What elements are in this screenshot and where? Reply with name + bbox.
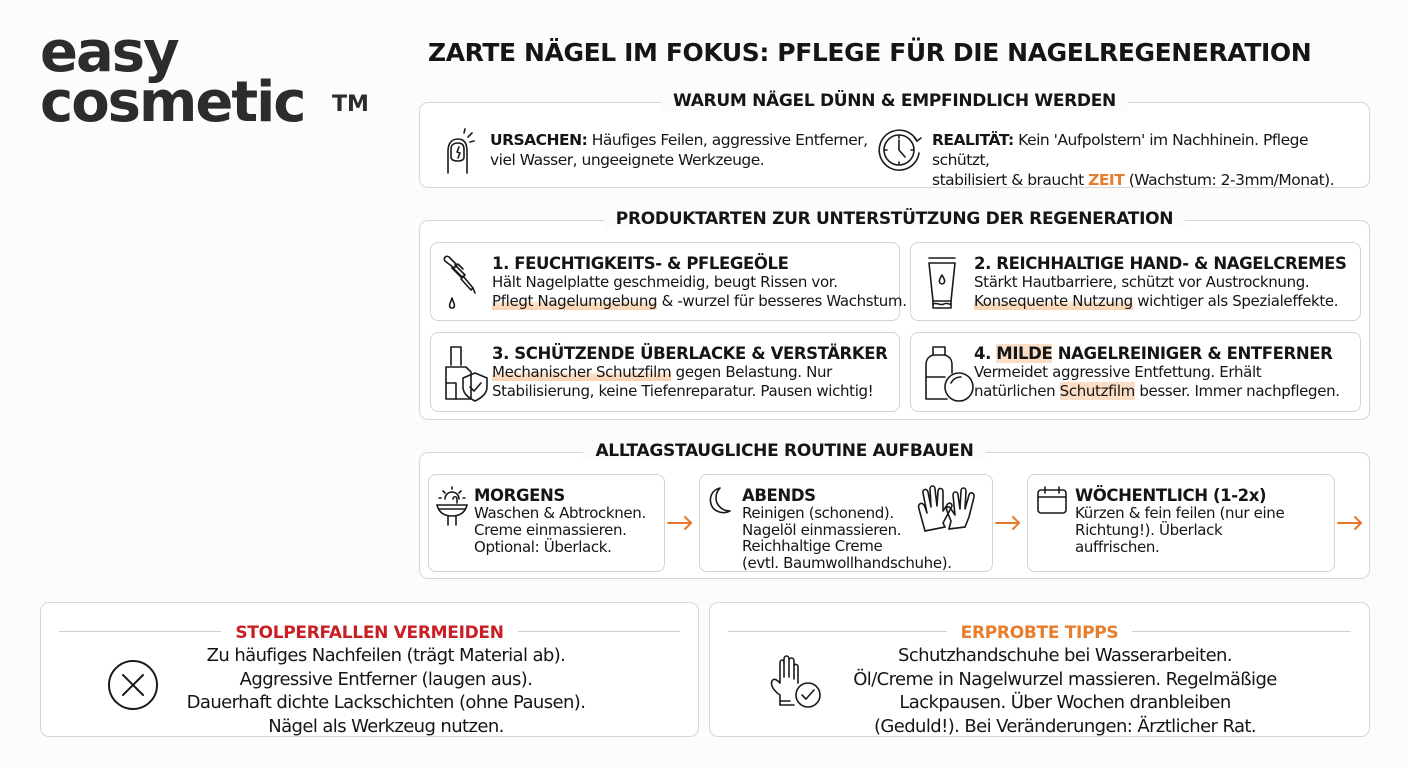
brand-logo (40, 20, 369, 135)
product-desc: Vermeidet aggressive Entfettung. Erhält natürlichen Schutzfilm besser. Immer nachpflegen. (974, 363, 1340, 400)
routine-heading: ALLTAGSTAUGLICHE ROUTINE AUFBAUEN (583, 441, 985, 461)
routine-step-evening (699, 474, 993, 572)
routine-step-morning (428, 474, 665, 572)
mild-highlight: MILDE (996, 344, 1053, 363)
calendar-icon (1036, 485, 1068, 515)
remover-bottle-icon (923, 343, 975, 403)
trademark-symbol: TM (332, 92, 369, 117)
step-desc: Waschen & Abtrocknen. Creme einmassieren. Optional: Überlack. (474, 504, 646, 556)
why-panel (419, 91, 1370, 189)
products-panel (419, 209, 1370, 420)
product-card-topcoats (430, 332, 900, 412)
why-heading: WARUM NÄGEL DÜNN & EMPFINDLICH WERDEN (661, 91, 1128, 111)
cream-tube-icon (927, 255, 957, 311)
pitfalls-list: Zu häufiges Nachfeilen (trägt Material ab). Aggressive Entferner (laugen aus). Dauerhaft dichte Lackschichten (ohne Pausen). Nägel als Werkzeug nutzen. (186, 645, 586, 737)
product-card-oils (430, 242, 907, 321)
pitfalls-heading: STOLPERFALLEN VERMEIDEN (221, 623, 517, 643)
tips-heading: ERPROBTE TIPPS (947, 623, 1133, 643)
product-card-removers (910, 332, 1361, 412)
step-desc: Kürzen & fein feilen (nur eine Richtung!). Überlack auffrischen. (1075, 504, 1285, 556)
polish-shield-icon (441, 343, 491, 403)
time-highlight: ZEIT (1088, 171, 1125, 189)
causes-label: URSACHEN: (490, 131, 588, 149)
clock-cycle-icon (877, 127, 923, 173)
tips-panel (709, 602, 1370, 737)
moon-icon (706, 485, 734, 517)
causes-text: URSACHEN: Häufiges Feilen, aggressive Entferner, viel Wasser, ungeeignete Werkzeuge. (490, 131, 868, 169)
arrow-right-icon (994, 516, 1022, 530)
products-heading: PRODUKTARTEN ZUR UNTERSTÜTZUNG DER REGENERATION (604, 209, 1185, 229)
sun-basin-icon (435, 485, 469, 527)
step-title: ABENDS (742, 486, 816, 505)
routine-step-weekly (1027, 474, 1335, 572)
reality-label: REALITÄT: (932, 131, 1014, 149)
pitfalls-panel (40, 602, 699, 737)
arrow-right-icon (666, 516, 694, 530)
routine-panel (419, 441, 1370, 579)
step-title: WÖCHENTLICH (1-2x) (1075, 486, 1267, 505)
product-title: 3. SCHÜTZENDE ÜBERLACKE & VERSTÄRKER (492, 344, 888, 363)
reality-text: REALITÄT: Kein 'Aufpolstern' im Nachhinein. Pflege schützt, stabilisiert & braucht ZEIT (Wachstum: 2-3mm/Monat). (932, 131, 1335, 189)
product-desc: Stärkt Hautbarriere, schützt vor Austrocknung. Konsequente Nutzung wichtiger als Spezialeffekte. (974, 273, 1339, 310)
product-desc: Hält Nagelplatte geschmeidig, beugt Rissen vor. Pflegt Nagelumgebung & -wurzel für besseres Wachstum. (492, 273, 907, 310)
arrow-right-icon (1336, 516, 1364, 530)
step-title: MORGENS (474, 486, 565, 505)
brand-line1: easy (40, 20, 178, 85)
dropper-icon (441, 253, 479, 311)
brand-line2: cosmetic (40, 70, 305, 135)
tips-list: Schutzhandschuhe bei Wasserarbeiten. Öl/Creme in Nagelwurzel massieren. Regelmäßige Lackpausen. Über Wochen dranbleiben (Geduld!). Bei Veränderungen: Ärztlicher Rat. (853, 645, 1277, 737)
page-title: ZARTE NÄGEL IM FOKUS: PFLEGE FÜR DIE NAGELREGENERATION (428, 38, 1312, 67)
broken-nail-icon (442, 127, 476, 175)
product-desc: Mechanischer Schutzfilm gegen Belastung. Nur Stabilisierung, keine Tiefenreparatur. Pausen wichtig! (492, 363, 874, 400)
product-title: 4. MILDE NAGELREINIGER & ENTFERNER (974, 344, 1333, 363)
product-title: 1. FEUCHTIGKEITS- & PFLEGEÖLE (492, 254, 789, 273)
product-title: 2. REICHHALTIGE HAND- & NAGELCREMES (974, 254, 1347, 273)
product-card-creams (910, 242, 1361, 321)
step-desc: Reinigen (schonend). Nagelöl einmassieren. Reichhaltige Creme (evtl. Baumwollhandschuhe). (742, 504, 952, 572)
